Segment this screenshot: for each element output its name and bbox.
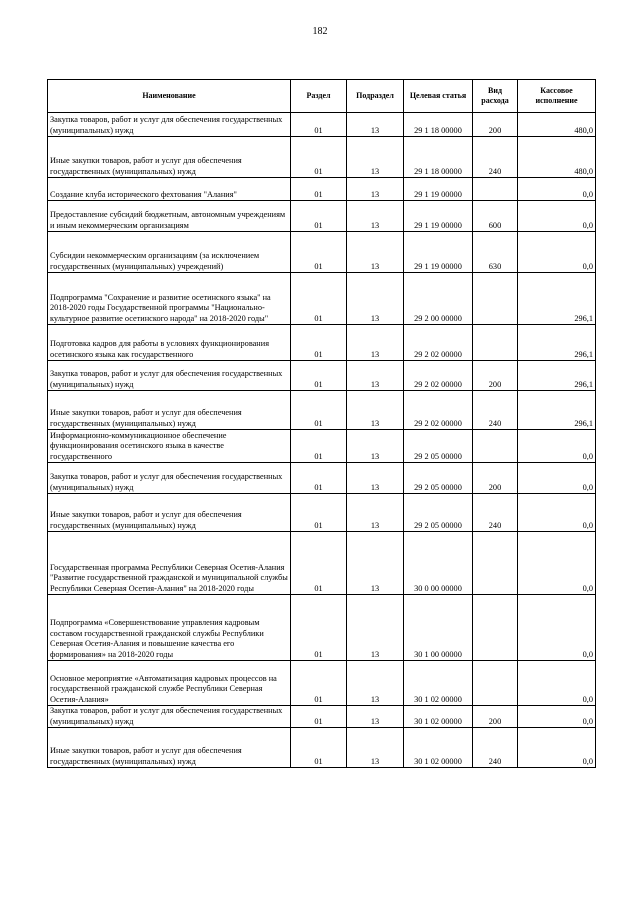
row-target-cell: 30 1 02 00000 — [404, 706, 473, 728]
row-expense-cell: 200 — [473, 361, 518, 391]
row-cash-cell: 296,1 — [518, 325, 596, 361]
row-name-cell: Подпрограмма "Сохранение и развитие осетинского языка" на 2018-2020 годы Государственной программы "Национально-культурное развитие осетинского народа" на 2018-2020 годы" — [48, 273, 291, 325]
row-subsection-cell: 13 — [347, 113, 404, 137]
row-cash-cell: 480,0 — [518, 113, 596, 137]
table-row — [48, 361, 596, 391]
row-subsection-cell: 13 — [347, 232, 404, 273]
row-subsection-cell: 13 — [347, 532, 404, 595]
table-row — [48, 728, 596, 768]
table-row — [48, 232, 596, 273]
row-target-cell: 30 0 00 00000 — [404, 532, 473, 595]
row-name-cell: Иные закупки товаров, работ и услуг для обеспечения государственных (муниципальных) нужд — [48, 391, 291, 430]
row-cash-cell: 0,0 — [518, 706, 596, 728]
row-section-cell: 01 — [291, 430, 347, 463]
table-row — [48, 391, 596, 430]
row-name-cell: Закупка товаров, работ и услуг для обеспечения государственных (муниципальных) нужд — [48, 361, 291, 391]
table-row — [48, 595, 596, 661]
row-section-cell: 01 — [291, 325, 347, 361]
row-expense-cell: 240 — [473, 494, 518, 532]
row-expense-cell: 200 — [473, 706, 518, 728]
row-section-cell: 01 — [291, 201, 347, 232]
row-subsection-cell: 13 — [347, 661, 404, 706]
row-name-cell: Подготовка кадров для работы в условиях функционирования осетинского языка как государственного — [48, 325, 291, 361]
row-target-cell: 29 2 00 00000 — [404, 273, 473, 325]
row-expense-cell — [473, 325, 518, 361]
header-name: Наименование — [48, 80, 291, 113]
table-row — [48, 325, 596, 361]
table-header-row — [48, 80, 596, 113]
row-target-cell: 29 1 18 00000 — [404, 137, 473, 178]
row-name-cell: Создание клуба исторического фехтования "Алания" — [48, 178, 291, 201]
row-name-cell: Основное мероприятие «Автоматизация кадровых процессов на государственной гражданской службе Республики Северная Осетия-Алания» — [48, 661, 291, 706]
row-subsection-cell: 13 — [347, 494, 404, 532]
row-subsection-cell: 13 — [347, 325, 404, 361]
table-row — [48, 430, 596, 463]
header-cash: Кассовое исполнение — [518, 80, 596, 113]
row-section-cell: 01 — [291, 232, 347, 273]
row-expense-cell — [473, 178, 518, 201]
row-name-cell: Иные закупки товаров, работ и услуг для обеспечения государственных (муниципальных) нужд — [48, 137, 291, 178]
row-target-cell: 30 1 02 00000 — [404, 728, 473, 768]
row-expense-cell — [473, 532, 518, 595]
row-cash-cell: 0,0 — [518, 728, 596, 768]
row-expense-cell: 240 — [473, 137, 518, 178]
row-target-cell: 29 1 19 00000 — [404, 232, 473, 273]
row-expense-cell: 240 — [473, 728, 518, 768]
row-cash-cell: 0,0 — [518, 178, 596, 201]
row-expense-cell — [473, 430, 518, 463]
row-section-cell: 01 — [291, 532, 347, 595]
row-expense-cell: 200 — [473, 463, 518, 494]
row-cash-cell: 0,0 — [518, 430, 596, 463]
table-row — [48, 463, 596, 494]
row-section-cell: 01 — [291, 391, 347, 430]
row-target-cell: 30 1 02 00000 — [404, 661, 473, 706]
row-cash-cell: 0,0 — [518, 232, 596, 273]
row-target-cell: 29 1 19 00000 — [404, 201, 473, 232]
row-name-cell: Подпрограмма «Совершенствование управления кадровым составом государственной гражданской службы Республики Северная Осетия-Алания и повышение качества его формирования» на 2018-2020 годы — [48, 595, 291, 661]
row-subsection-cell: 13 — [347, 430, 404, 463]
row-cash-cell: 296,1 — [518, 391, 596, 430]
row-expense-cell: 630 — [473, 232, 518, 273]
row-expense-cell — [473, 273, 518, 325]
header-section: Раздел — [291, 80, 347, 113]
row-expense-cell: 200 — [473, 113, 518, 137]
table-row — [48, 532, 596, 595]
row-subsection-cell: 13 — [347, 178, 404, 201]
row-name-cell: Закупка товаров, работ и услуг для обеспечения государственных (муниципальных) нужд — [48, 463, 291, 494]
table-row — [48, 273, 596, 325]
row-cash-cell: 0,0 — [518, 532, 596, 595]
row-cash-cell: 0,0 — [518, 201, 596, 232]
table-row — [48, 178, 596, 201]
row-target-cell: 30 1 00 00000 — [404, 595, 473, 661]
row-subsection-cell: 13 — [347, 463, 404, 494]
budget-table — [47, 79, 596, 768]
row-expense-cell — [473, 661, 518, 706]
table-row — [48, 494, 596, 532]
row-name-cell: Закупка товаров, работ и услуг для обеспечения государственных (муниципальных) нужд — [48, 706, 291, 728]
row-target-cell: 29 2 05 00000 — [404, 494, 473, 532]
row-section-cell: 01 — [291, 137, 347, 178]
header-expense: Вид расхода — [473, 80, 518, 113]
row-section-cell: 01 — [291, 361, 347, 391]
row-name-cell: Предоставление субсидий бюджетным, автономным учреждениям и иным некоммерческим организациям — [48, 201, 291, 232]
row-cash-cell: 0,0 — [518, 595, 596, 661]
row-cash-cell: 296,1 — [518, 273, 596, 325]
row-target-cell: 29 2 02 00000 — [404, 325, 473, 361]
row-name-cell: Закупка товаров, работ и услуг для обеспечения государственных (муниципальных) нужд — [48, 113, 291, 137]
row-section-cell: 01 — [291, 273, 347, 325]
row-target-cell: 29 2 02 00000 — [404, 391, 473, 430]
row-cash-cell: 0,0 — [518, 661, 596, 706]
row-section-cell: 01 — [291, 661, 347, 706]
row-target-cell: 29 1 18 00000 — [404, 113, 473, 137]
header-subsection: Подраздел — [347, 80, 404, 113]
row-subsection-cell: 13 — [347, 201, 404, 232]
row-expense-cell: 600 — [473, 201, 518, 232]
row-cash-cell: 296,1 — [518, 361, 596, 391]
row-section-cell: 01 — [291, 178, 347, 201]
row-section-cell: 01 — [291, 494, 347, 532]
row-expense-cell: 240 — [473, 391, 518, 430]
row-subsection-cell: 13 — [347, 706, 404, 728]
table-row — [48, 137, 596, 178]
row-name-cell: Субсидии некоммерческим организациям (за исключением государственных (муниципальных) учреждений) — [48, 232, 291, 273]
row-subsection-cell: 13 — [347, 361, 404, 391]
page-number: 182 — [312, 26, 328, 37]
row-name-cell: Информационно-коммуникационное обеспечение функционирования осетинского языка в качестве государственного — [48, 430, 291, 463]
row-name-cell: Государственная программа Республики Северная Осетия-Алания "Развитие государственной гражданской и муниципальной службы Республики Северная Осетия-Алания" на 2018-2020 годы — [48, 532, 291, 595]
row-target-cell: 29 2 05 00000 — [404, 463, 473, 494]
row-subsection-cell: 13 — [347, 273, 404, 325]
row-cash-cell: 0,0 — [518, 494, 596, 532]
row-subsection-cell: 13 — [347, 391, 404, 430]
row-subsection-cell: 13 — [347, 728, 404, 768]
table-row — [48, 661, 596, 706]
row-name-cell: Иные закупки товаров, работ и услуг для обеспечения государственных (муниципальных) нужд — [48, 728, 291, 768]
row-section-cell: 01 — [291, 113, 347, 137]
row-expense-cell — [473, 595, 518, 661]
row-section-cell: 01 — [291, 595, 347, 661]
row-section-cell: 01 — [291, 463, 347, 494]
row-subsection-cell: 13 — [347, 137, 404, 178]
table-row — [48, 706, 596, 728]
row-target-cell: 29 2 05 00000 — [404, 430, 473, 463]
table-row — [48, 113, 596, 137]
row-name-cell: Иные закупки товаров, работ и услуг для обеспечения государственных (муниципальных) нужд — [48, 494, 291, 532]
row-section-cell: 01 — [291, 706, 347, 728]
table-row — [48, 201, 596, 232]
row-subsection-cell: 13 — [347, 595, 404, 661]
row-cash-cell: 0,0 — [518, 463, 596, 494]
row-target-cell: 29 1 19 00000 — [404, 178, 473, 201]
row-section-cell: 01 — [291, 728, 347, 768]
header-target: Целевая статья — [404, 80, 473, 113]
row-cash-cell: 480,0 — [518, 137, 596, 178]
row-target-cell: 29 2 02 00000 — [404, 361, 473, 391]
